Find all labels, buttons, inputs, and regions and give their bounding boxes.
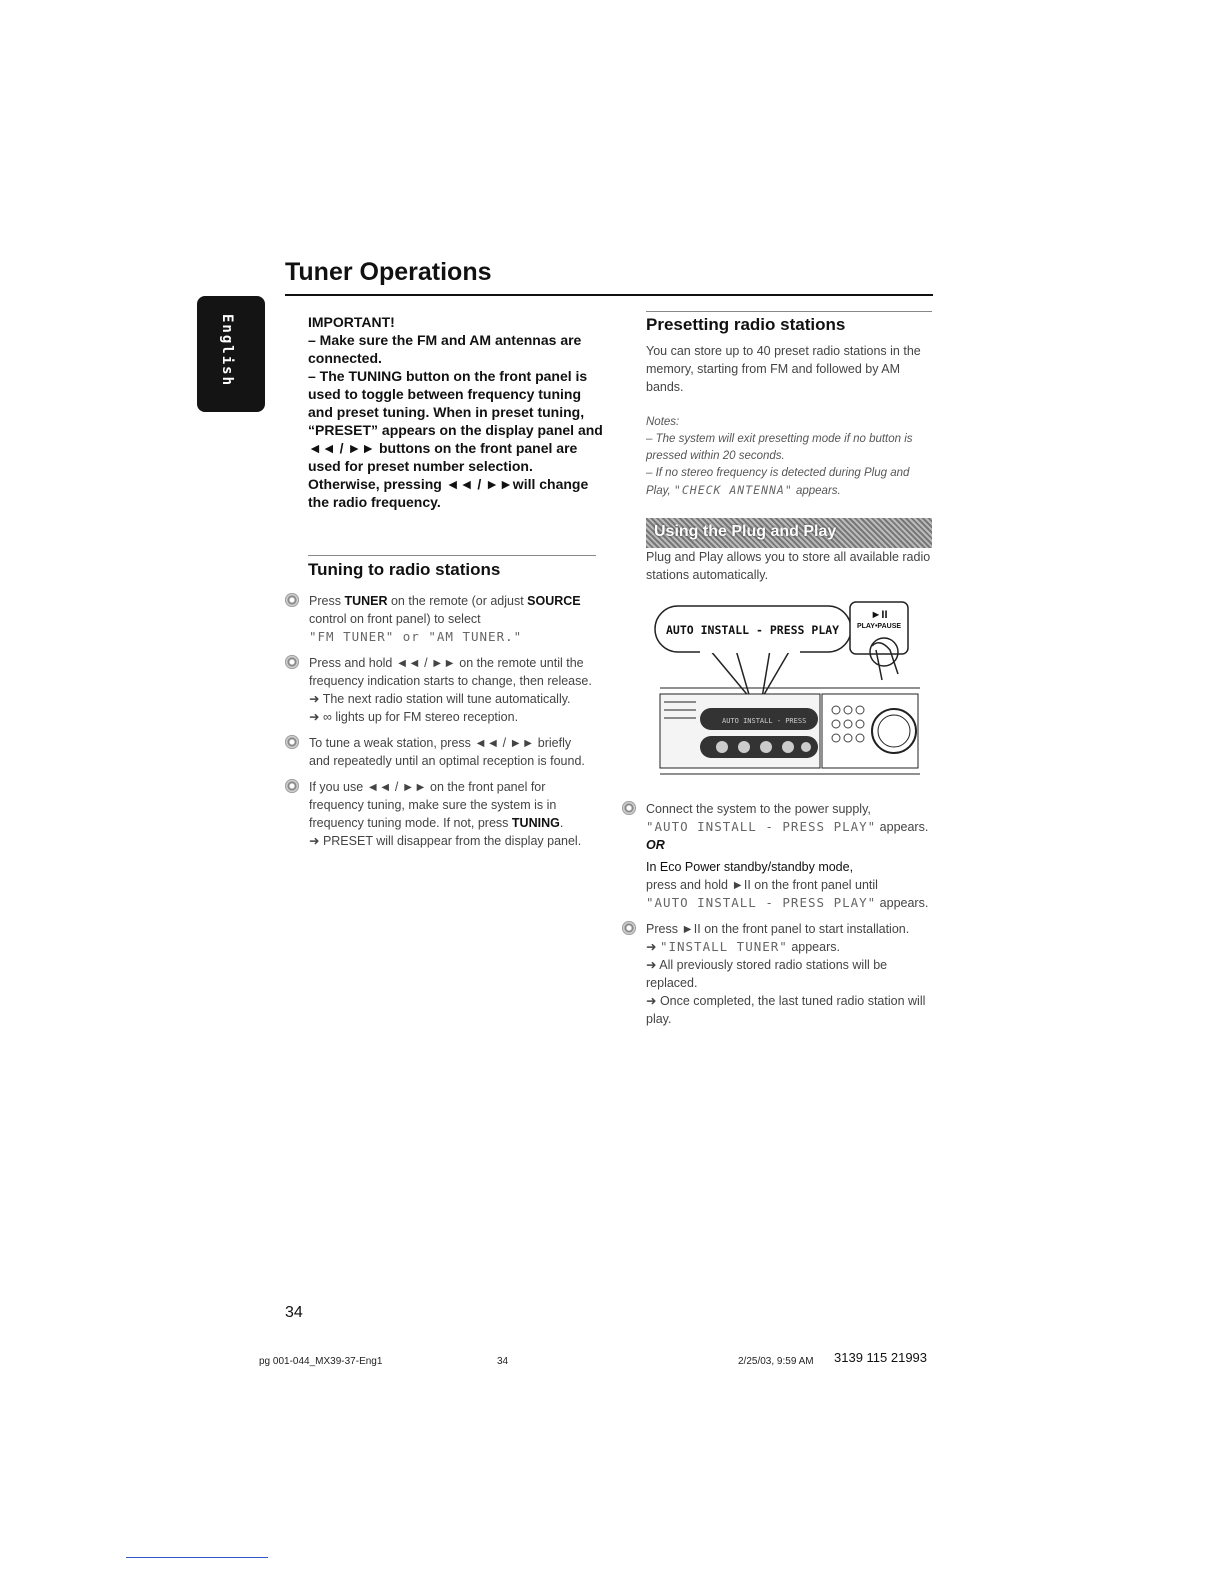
footer-link-rule [126, 1557, 268, 1558]
step-text: Connect the system to the power supply, [646, 802, 871, 816]
lcd-text: "INSTALL TUNER" [659, 939, 788, 954]
step-text: control on front panel) to select [309, 612, 481, 626]
plug-play-steps [622, 800, 932, 1036]
note-2: – If no stereo frequency is detected during Plug and Play, "CHECK ANTENNA" appears. [646, 467, 910, 497]
step-text: appears. [876, 820, 929, 834]
footer-file: pg 001-044_MX39-37-Eng1 [259, 1356, 383, 1367]
presetting-heading: Presetting radio stations [646, 315, 846, 334]
presetting-body: You can store up to 40 preset radio stations in the memory, starting from FM and followed by AM bands. [646, 344, 921, 394]
speech-bubble [655, 606, 851, 698]
notes-label: Notes: [646, 416, 680, 428]
step-bullet-icon [622, 921, 636, 935]
lcd-text: "AUTO INSTALL - PRESS PLAY" [646, 819, 877, 834]
section-rule [646, 311, 932, 312]
tuning-step-1 [285, 592, 595, 646]
step-result: ➜ The next radio station will tune automatically. [309, 692, 571, 706]
step-text: Press and hold ◄◄ / ►► on the remote until the frequency indication starts to change, then release. [309, 656, 592, 688]
page-number: 34 [285, 1304, 303, 1321]
footer-code: 3139 115 21993 [834, 1350, 928, 1365]
tuner-key-label: TUNER [344, 594, 388, 608]
tuning-step-2 [285, 654, 595, 726]
step-text: on the remote (or adjust [387, 594, 528, 608]
step-result: ➜ ∞ lights up for FM stereo reception. [309, 710, 519, 724]
footer-date: 2/25/03, 9:59 AM [738, 1356, 814, 1367]
tuning-key-label: TUNING [511, 816, 560, 830]
step-bullet-icon [285, 779, 299, 793]
step-text: Press [309, 594, 345, 608]
plug-play-step-2 [622, 920, 932, 1028]
play-pause-label: PLAY•PAUSE [856, 623, 902, 630]
step-bullet-icon [285, 735, 299, 749]
banner-label: Using the Plug and Play [654, 523, 837, 540]
language-tab-label: English [219, 314, 235, 388]
source-key-label: SOURCE [527, 594, 581, 608]
step-bullet-icon [285, 655, 299, 669]
important-line-1: – Make sure the FM and AM antennas are connected. [308, 332, 582, 366]
step-text: press and hold ►II on the front panel until [646, 878, 878, 892]
step-text: appears. [876, 896, 929, 910]
or-label: OR [646, 838, 665, 852]
important-line-2: – The TUNING button on the front panel is used to toggle between frequency tuning and preset tuning. When in preset tuning, “PRESET” appears on the display panel and ◄◄ / ►► buttons on the front panel are used for preset number selection. Otherwise, pressing ◄◄ / ►►will change the radio frequency. [308, 368, 603, 510]
page-title: Tuner Operations [285, 258, 492, 286]
title-rule [285, 294, 933, 296]
play-pause-button [850, 602, 908, 680]
step-text: To tune a weak station, press ◄◄ / ►► briefly and repeatedly until an optimal reception is found. [309, 736, 585, 768]
step-bullet-icon [285, 593, 299, 607]
lcd-text: "FM TUNER" or "AM TUNER." [309, 629, 523, 644]
step-text: . [559, 816, 564, 830]
step-result: ➜ "INSTALL TUNER" appears. [646, 939, 840, 954]
stereo-front-panel [660, 688, 920, 774]
plug-and-play-illustration [650, 598, 934, 776]
panel-display-text: AUTO INSTALL - PRESS [722, 717, 807, 725]
step-result: ➜ All previously stored radio stations will be replaced. [646, 958, 888, 990]
eco-mode-label: In Eco Power standby/standby mode, [646, 860, 854, 874]
step-bullet-icon [622, 801, 636, 815]
plug-and-play-banner [646, 518, 932, 548]
footer-page: 34 [497, 1356, 509, 1367]
tuning-step-3 [285, 734, 595, 770]
step-text: If you use ◄◄ / ►► on the front panel for frequency tuning, make sure the system is in frequency tuning mode. If not, press [309, 780, 557, 830]
step-text: Press ►II on the front panel to start installation. [646, 922, 910, 936]
tuning-step-4 [285, 778, 595, 850]
important-heading: IMPORTANT! [308, 314, 395, 330]
step-result: ➜ Once completed, the last tuned radio station will play. [646, 994, 926, 1026]
presetting-notes [646, 414, 932, 500]
lcd-text: "CHECK ANTENNA" [673, 483, 793, 497]
play-pause-icon: ►II [870, 609, 888, 621]
lcd-text: "AUTO INSTALL - PRESS PLAY" [646, 895, 877, 910]
note-1: – The system will exit presetting mode if no button is pressed within 20 seconds. [646, 433, 913, 462]
language-tab [197, 296, 265, 412]
step-result: ➜ PRESET will disappear from the display panel. [309, 834, 582, 848]
plug-play-intro: Plug and Play allows you to store all available radio stations automatically. [646, 550, 931, 582]
section-rule [308, 555, 596, 556]
tuning-steps [285, 592, 595, 858]
bubble-lcd-text: AUTO INSTALL - PRESS PLAY [666, 623, 840, 637]
important-notice [308, 313, 608, 511]
tuning-heading: Tuning to radio stations [308, 560, 501, 579]
plug-play-step-1 [622, 800, 932, 912]
